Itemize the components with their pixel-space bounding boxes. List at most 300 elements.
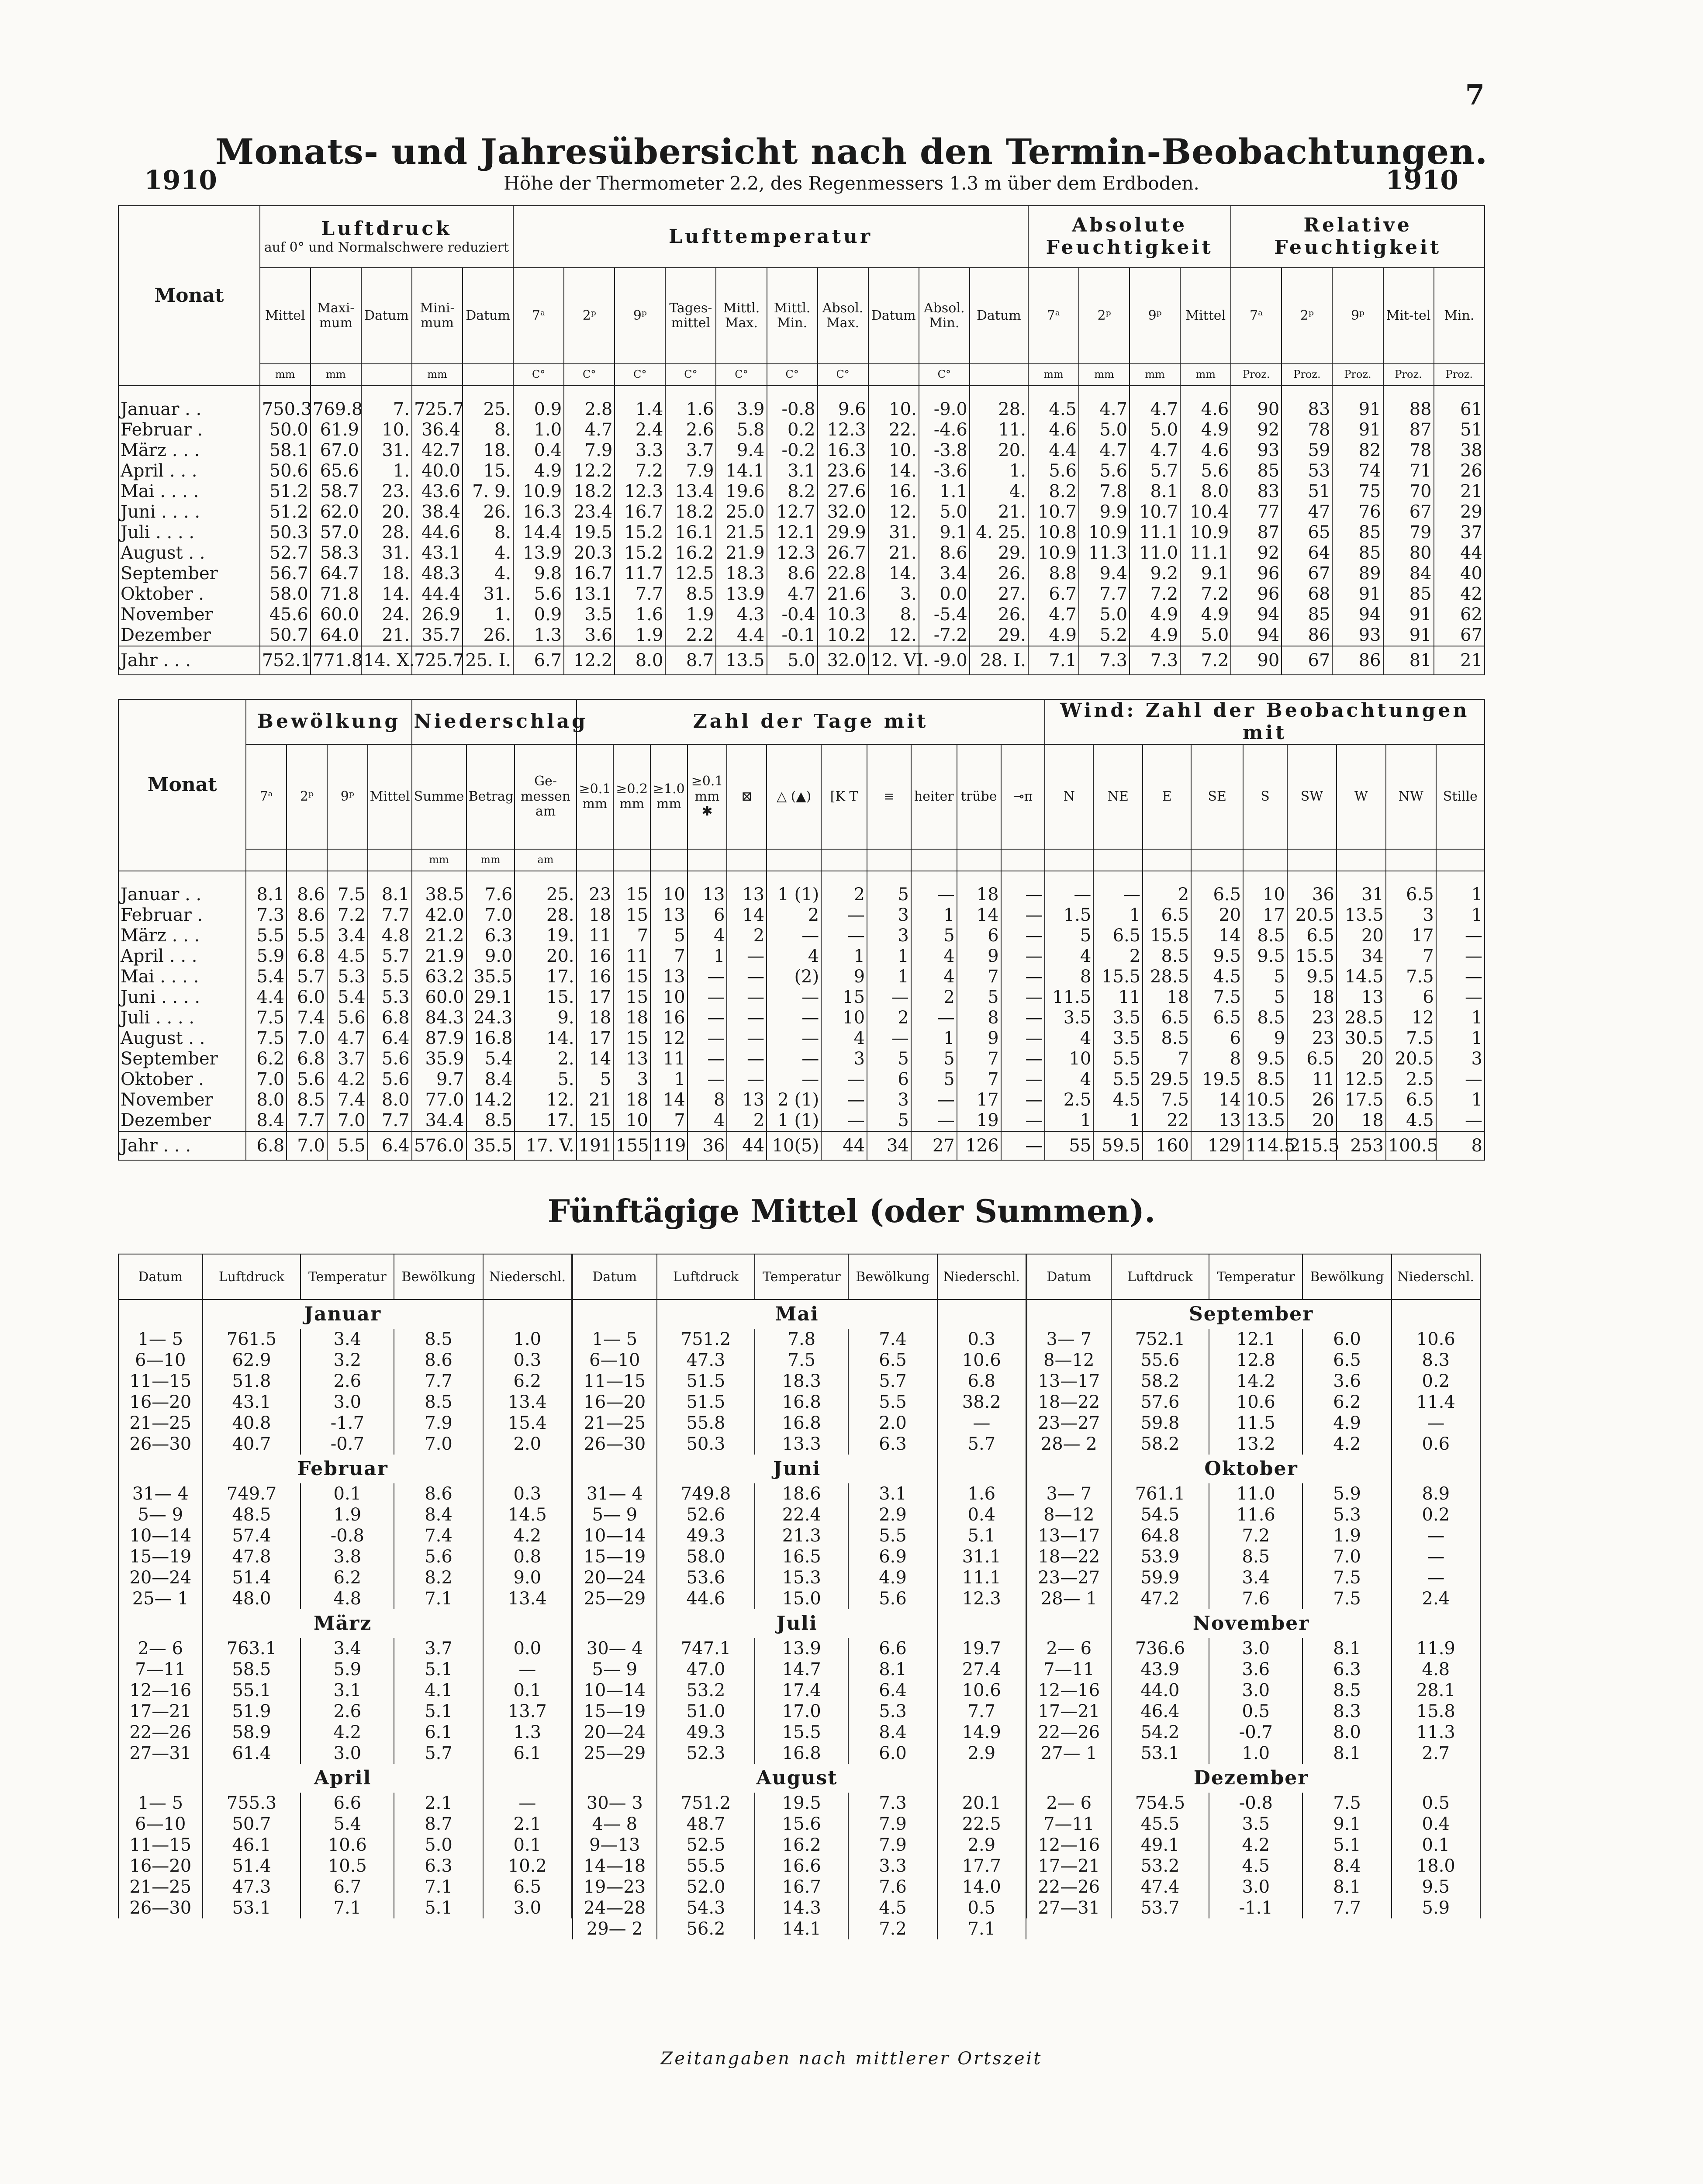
table-cell: 65.6 <box>311 461 361 481</box>
table-cell: November <box>118 605 260 625</box>
table-cell: 10.5 <box>1243 1090 1287 1110</box>
table-cell: 5.7 <box>1130 461 1180 481</box>
table-cell: 6.0 <box>1302 1329 1391 1350</box>
t1-col-header: Absol. Min. <box>919 268 970 364</box>
table-row <box>573 1918 1026 1939</box>
table-cell: 771.8 <box>311 646 361 675</box>
table-row <box>573 1897 1026 1918</box>
table-cell: 21—25 <box>573 1413 657 1434</box>
table-row <box>1027 1504 1480 1525</box>
table-cell: 51.8 <box>203 1371 301 1392</box>
table-cell: — <box>911 1110 957 1131</box>
table-row <box>118 1835 572 1856</box>
table-cell: 4.9 <box>1028 625 1079 646</box>
table-cell: 3.4 <box>301 1638 394 1659</box>
table-row <box>118 1525 572 1546</box>
table-cell: 9.9 <box>1079 502 1130 522</box>
table-cell: 18 <box>613 1090 650 1110</box>
table-cell: 4 <box>687 1110 727 1131</box>
table-cell: 7—11 <box>118 1659 203 1680</box>
table-cell: 5.6 <box>1079 461 1130 481</box>
table-cell: 4.9 <box>513 461 564 481</box>
table-cell: 15 <box>613 1028 650 1049</box>
table-cell: 12.2 <box>564 646 615 675</box>
table-row <box>118 1856 572 1876</box>
table-cell: 12. <box>515 1090 576 1110</box>
month-name: Juni <box>657 1455 937 1483</box>
table-cell: 13 <box>650 967 687 987</box>
table-cell: 16.8 <box>755 1743 848 1764</box>
table-row <box>118 386 1485 420</box>
table-cell: 18 <box>957 871 1001 905</box>
niederschlag-group: Niederschlag <box>412 699 577 744</box>
table-cell: 2.6 <box>301 1701 394 1722</box>
table-row <box>573 1876 1026 1897</box>
table-cell: 59 <box>1282 440 1332 461</box>
table-cell: 6.5 <box>1143 905 1191 926</box>
t2-col-unit <box>687 849 727 871</box>
table-cell: 24. <box>361 605 412 625</box>
table-cell: Oktober . <box>118 584 260 605</box>
table-cell: 25.0 <box>716 502 767 522</box>
table-cell: 3 <box>613 1069 650 1090</box>
table-cell: — <box>767 1028 821 1049</box>
five-day-table <box>1026 1254 1481 1918</box>
bewoelkung-group: Bewölkung <box>246 699 411 744</box>
table-cell: 8.0 <box>246 1090 287 1110</box>
table-cell: 0.2 <box>767 420 818 440</box>
t2-col-unit <box>1386 849 1436 871</box>
table-cell: 7. <box>361 386 412 420</box>
table-cell: 96 <box>1231 563 1282 584</box>
table-cell: 16.7 <box>755 1876 848 1897</box>
table-cell: Juni . . . . <box>118 502 260 522</box>
table-cell: 10.6 <box>1392 1329 1480 1350</box>
cloud-precip-wind-table <box>118 699 1485 1161</box>
table-cell: 8.0 <box>1302 1722 1391 1743</box>
table-cell: 13.5 <box>1337 905 1386 926</box>
table-cell: 5 <box>577 1069 614 1090</box>
table-cell: 26.7 <box>818 543 868 563</box>
table-cell: 12.3 <box>615 481 665 502</box>
table-row <box>118 1567 572 1588</box>
table-cell: 48.0 <box>203 1588 301 1609</box>
table-cell: 35.5 <box>466 1131 515 1160</box>
table-cell: 5.1 <box>394 1701 483 1722</box>
table-cell: 56.7 <box>260 563 311 584</box>
table-cell: 14 <box>1191 926 1243 946</box>
table-cell: 6.2 <box>301 1567 394 1588</box>
table-cell: — <box>867 1028 911 1049</box>
table-row <box>118 605 1485 625</box>
table-cell: 38.4 <box>412 502 463 522</box>
table-cell: — <box>1436 987 1485 1008</box>
lufttemperatur-group: Lufttemperatur <box>513 206 1028 268</box>
table-cell: 1.6 <box>665 386 716 420</box>
table-cell: 12.7 <box>767 502 818 522</box>
table-cell: 9 <box>957 1028 1001 1049</box>
table-cell: 2 <box>867 1008 911 1028</box>
t2-col-unit: mm <box>412 849 466 871</box>
table-cell: 17. <box>515 1110 576 1131</box>
table-cell: 7.2 <box>1130 584 1180 605</box>
table-cell: 16.7 <box>564 563 615 584</box>
t1-col-unit: Proz. <box>1383 364 1434 386</box>
table-cell: 4.7 <box>767 584 818 605</box>
table-cell: 7.1 <box>394 1588 483 1609</box>
table-cell: 46.1 <box>203 1835 301 1856</box>
table-cell: 5. <box>515 1069 576 1090</box>
table-cell: 20—24 <box>573 1567 657 1588</box>
t2-col-unit <box>246 849 287 871</box>
t1-col-header: Datum <box>868 268 919 364</box>
t1-col-unit: Proz. <box>1332 364 1383 386</box>
table-cell: 10 <box>1243 871 1287 905</box>
table-row <box>118 1008 1485 1028</box>
table-cell: 52.6 <box>657 1504 755 1525</box>
table-cell: 10 <box>650 987 687 1008</box>
table-cell: 7.0 <box>287 1131 327 1160</box>
table-cell: 6.3 <box>848 1434 937 1455</box>
table-cell: 28.5 <box>1143 967 1191 987</box>
table-cell: 59.9 <box>1111 1567 1209 1588</box>
table-cell: 7 <box>957 1049 1001 1069</box>
table-cell: — <box>767 1008 821 1028</box>
table-cell: 4.5 <box>1028 386 1079 420</box>
table-cell: 3 <box>867 926 911 946</box>
table-cell: 7.3 <box>848 1793 937 1814</box>
table-cell: 8 <box>1436 1131 1485 1160</box>
table-cell: 6.2 <box>1302 1392 1391 1413</box>
table-cell: 1.5 <box>1045 905 1093 926</box>
table-row <box>118 1588 572 1609</box>
table-cell: 2 <box>1093 946 1143 967</box>
table-cell: 4.7 <box>564 420 615 440</box>
t2-col-header: Summe <box>412 744 466 849</box>
table-cell: 16 <box>577 946 614 967</box>
table-cell: 4.7 <box>1028 605 1079 625</box>
table-cell: 4.9 <box>848 1567 937 1588</box>
table-cell: 23—27 <box>1027 1413 1111 1434</box>
t2-col-unit <box>1001 849 1045 871</box>
table-cell: 6.3 <box>394 1856 483 1876</box>
table-cell: 4.2 <box>1302 1434 1391 1455</box>
table-cell: 48.5 <box>203 1504 301 1525</box>
year-left: 1910 <box>144 165 217 196</box>
table-cell: 8.5 <box>1143 946 1191 967</box>
table-cell: -0.1 <box>767 625 818 646</box>
table-cell: — <box>1392 1413 1480 1434</box>
table-cell: 51.2 <box>260 502 311 522</box>
table-row <box>118 1638 572 1659</box>
table-cell: 7.3 <box>246 905 287 926</box>
table-cell: 4.2 <box>1209 1835 1302 1856</box>
table-cell: 86 <box>1332 646 1383 675</box>
table-cell: 5.4 <box>327 987 368 1008</box>
table-cell: 19—23 <box>573 1876 657 1897</box>
table-cell: 12.2 <box>564 461 615 481</box>
table-cell: 5.5 <box>368 967 412 987</box>
t1-col-header: Mittl. Min. <box>767 268 818 364</box>
table-cell: 7.6 <box>848 1876 937 1897</box>
table-cell: 67 <box>1383 502 1434 522</box>
table-cell: — <box>1436 926 1485 946</box>
table-cell: 14 <box>727 905 767 926</box>
t2-col-header: E <box>1143 744 1191 849</box>
table-cell: 7.2 <box>1180 646 1231 675</box>
table-cell: März . . . <box>118 440 260 461</box>
table-cell: 4.9 <box>1130 625 1180 646</box>
table-cell: 49.3 <box>657 1722 755 1743</box>
table-cell: 7.8 <box>755 1329 848 1350</box>
table-cell: 14.1 <box>716 461 767 481</box>
table-cell: 20—24 <box>573 1722 657 1743</box>
table-cell: 43.6 <box>412 481 463 502</box>
table-cell: 1 <box>1093 1110 1143 1131</box>
table-cell: 9—13 <box>573 1835 657 1856</box>
table-cell: 18 <box>1287 987 1337 1008</box>
table-cell: 0.2 <box>1392 1504 1480 1525</box>
table-cell: 3.4 <box>327 926 368 946</box>
five-day-col-header: Temperatur <box>755 1254 848 1299</box>
table-row <box>1027 1371 1480 1392</box>
table-cell: 4.5 <box>327 946 368 967</box>
month-name: August <box>657 1764 937 1793</box>
table-cell: 2.5 <box>1386 1069 1436 1090</box>
table-cell: 62.9 <box>203 1350 301 1371</box>
table-cell: 20. <box>361 502 412 522</box>
table-cell: 58.5 <box>203 1659 301 1680</box>
table-cell: 64.8 <box>1111 1525 1209 1546</box>
table-cell: 55.8 <box>657 1413 755 1434</box>
table-cell: 5.3 <box>368 987 412 1008</box>
table-cell: 2 <box>767 905 821 926</box>
table-cell: 9.0 <box>483 1567 572 1588</box>
table-cell: 22—26 <box>1027 1876 1111 1897</box>
table-cell: 4.9 <box>1180 420 1231 440</box>
table-cell: 31— 4 <box>118 1483 203 1504</box>
table-cell: 5.0 <box>767 646 818 675</box>
t2-col-unit <box>1143 849 1191 871</box>
table-cell: — <box>767 1069 821 1090</box>
table-cell: 4— 8 <box>573 1814 657 1835</box>
table-cell: 3.1 <box>848 1483 937 1504</box>
table-cell: 18 <box>1143 987 1191 1008</box>
table-cell: 3.5 <box>1209 1814 1302 1835</box>
table-cell: 7 <box>957 1069 1001 1090</box>
table-cell: 14. <box>515 1028 576 1049</box>
table-cell: 21. <box>361 625 412 646</box>
table-cell: 7.5 <box>246 1008 287 1028</box>
table-cell: 11.5 <box>1209 1413 1302 1434</box>
table-cell: 27—31 <box>118 1743 203 1764</box>
table-cell: 9.2 <box>1130 563 1180 584</box>
table-cell: 0.3 <box>483 1350 572 1371</box>
table-cell: 7.7 <box>368 905 412 926</box>
table-cell: 7.7 <box>615 584 665 605</box>
table-cell: 18.2 <box>665 502 716 522</box>
table-cell: — <box>1001 987 1045 1008</box>
table-cell: 51.2 <box>260 481 311 502</box>
table-cell: 5.1 <box>394 1659 483 1680</box>
table-cell: 4.7 <box>1130 440 1180 461</box>
table-cell: 16—20 <box>573 1392 657 1413</box>
table-cell: 28. <box>970 386 1028 420</box>
table-cell: 14. X. <box>361 646 412 675</box>
table-cell: 215.5 <box>1287 1131 1337 1160</box>
month-header-row <box>573 1299 1026 1329</box>
table-cell: 91 <box>1332 420 1383 440</box>
table-cell: 191 <box>577 1131 614 1160</box>
table-cell: 9.5 <box>1243 946 1287 967</box>
t1-col-header: 7ᵃ <box>1231 268 1282 364</box>
table-cell: 4.6 <box>1028 420 1079 440</box>
t1-col-unit: mm <box>260 364 311 386</box>
table-cell: 18.6 <box>755 1483 848 1504</box>
table-cell: 0.4 <box>513 440 564 461</box>
table-cell: 40.0 <box>412 461 463 481</box>
table-cell: 3.0 <box>301 1743 394 1764</box>
table-cell: 8.1 <box>1302 1876 1391 1897</box>
table-cell: — <box>1001 1049 1045 1069</box>
table-cell: 10 <box>650 871 687 905</box>
table-cell: 7.1 <box>937 1918 1026 1939</box>
table-cell: 19.5 <box>755 1793 848 1814</box>
table-cell: 20 <box>1287 1110 1337 1131</box>
table-cell: 17—21 <box>118 1701 203 1722</box>
table-cell: 44 <box>727 1131 767 1160</box>
t2-col-header: 9ᵖ <box>327 744 368 849</box>
table-cell: 24.3 <box>466 1008 515 1028</box>
table-cell: -1.1 <box>1209 1897 1302 1918</box>
table-cell: 0.8 <box>483 1546 572 1567</box>
table-cell: 28.5 <box>1337 1008 1386 1028</box>
table-cell: 26. <box>463 502 513 522</box>
table-cell: 6.4 <box>848 1680 937 1701</box>
table-cell: 26—30 <box>118 1897 203 1918</box>
table-cell: — <box>687 987 727 1008</box>
table-cell: 7.7 <box>937 1701 1026 1722</box>
table-cell: 4.2 <box>483 1525 572 1546</box>
table-cell: 8. <box>463 420 513 440</box>
table-cell: 10. <box>868 440 919 461</box>
table-row <box>573 1814 1026 1835</box>
table-cell: 0.9 <box>513 605 564 625</box>
table-cell: 4.9 <box>1130 605 1180 625</box>
table-cell: 31. <box>361 543 412 563</box>
table-cell: 13.9 <box>755 1638 848 1659</box>
table-cell: 12—16 <box>118 1680 203 1701</box>
table-cell: 3.5 <box>1093 1028 1143 1049</box>
table-cell: 27—31 <box>1027 1897 1111 1918</box>
table-cell: November <box>118 1090 246 1110</box>
table-cell: 8.4 <box>848 1722 937 1743</box>
table-cell: 7.5 <box>1191 987 1243 1008</box>
table-cell: 11 <box>613 946 650 967</box>
table-cell: 65 <box>1282 522 1332 543</box>
table-cell: 16. <box>868 481 919 502</box>
table-cell: 20.3 <box>564 543 615 563</box>
t2-col-unit <box>867 849 911 871</box>
table-cell: 13.5 <box>716 646 767 675</box>
table-cell: 8.0 <box>368 1090 412 1110</box>
table-cell: 3 <box>1436 1049 1485 1069</box>
table-cell: 5.8 <box>716 420 767 440</box>
table-cell: 87 <box>1231 522 1282 543</box>
table-row <box>118 1659 572 1680</box>
t1-col-unit: C° <box>818 364 868 386</box>
t1-col-unit: C° <box>716 364 767 386</box>
table-cell: 9.1 <box>919 522 970 543</box>
table-cell: — <box>911 871 957 905</box>
table-cell: 13.9 <box>513 543 564 563</box>
table-cell: 10.2 <box>483 1856 572 1876</box>
t1-col-header: 9ᵖ <box>1130 268 1180 364</box>
table-cell: 21. <box>868 543 919 563</box>
table-row <box>118 1028 1485 1049</box>
table-cell: 2— 6 <box>1027 1793 1111 1814</box>
table-cell: 40 <box>1434 563 1485 584</box>
table-cell: 5 <box>867 871 911 905</box>
table-cell: 46.4 <box>1111 1701 1209 1722</box>
five-day-table <box>572 1254 1026 1939</box>
table-cell: 4.5 <box>848 1897 937 1918</box>
table-cell: 26—30 <box>573 1434 657 1455</box>
t1-col-header: Datum <box>463 268 513 364</box>
table-cell: 56.2 <box>657 1918 755 1939</box>
table-cell: 1.3 <box>513 625 564 646</box>
table-cell: 119 <box>650 1131 687 1160</box>
table-cell: 5 <box>1243 987 1287 1008</box>
table-cell: 5 <box>911 926 957 946</box>
table-cell: 17 <box>577 1028 614 1049</box>
table-cell: 53.1 <box>203 1897 301 1918</box>
table-cell: 7.5 <box>1143 1090 1191 1110</box>
footer-note: Zeitangaben nach mittlerer Ortszeit <box>660 2049 1043 2069</box>
table-cell: 11.1 <box>1180 543 1231 563</box>
table-cell: 761.1 <box>1111 1483 1209 1504</box>
table-cell: 85 <box>1332 543 1383 563</box>
five-day-col-header: Datum <box>573 1254 657 1299</box>
t2-col-header: ≥0.2 mm <box>613 744 650 849</box>
table-cell: — <box>1001 871 1045 905</box>
table-cell: 12.1 <box>1209 1329 1302 1350</box>
table-cell: 5.2 <box>1079 625 1130 646</box>
table-cell: 4.5 <box>1386 1110 1436 1131</box>
table-cell: 15—19 <box>573 1546 657 1567</box>
table-cell: 77.0 <box>412 1090 466 1110</box>
table-cell: 16.7 <box>615 502 665 522</box>
table-cell: 36.4 <box>412 420 463 440</box>
table-cell: 12.8 <box>1209 1350 1302 1371</box>
table-cell: 11 <box>577 926 614 946</box>
table-cell: 20.5 <box>1386 1049 1436 1069</box>
table-cell: 23—27 <box>1027 1567 1111 1588</box>
table-cell: 7.0 <box>466 905 515 926</box>
table-cell: 11.5 <box>1045 987 1093 1008</box>
table-cell: 13 <box>1337 987 1386 1008</box>
table-cell: 8.5 <box>665 584 716 605</box>
t2-col-unit <box>1045 849 1093 871</box>
table-cell: 31 <box>1337 871 1386 905</box>
table-cell: 0.5 <box>1392 1793 1480 1814</box>
month-name: Dezember <box>1111 1764 1392 1793</box>
table-row <box>1027 1434 1480 1455</box>
table-cell: 11.4 <box>1392 1392 1480 1413</box>
t2-col-header: NE <box>1093 744 1143 849</box>
table-cell: 17.5 <box>1337 1090 1386 1110</box>
table-cell: 8 <box>1045 967 1093 987</box>
